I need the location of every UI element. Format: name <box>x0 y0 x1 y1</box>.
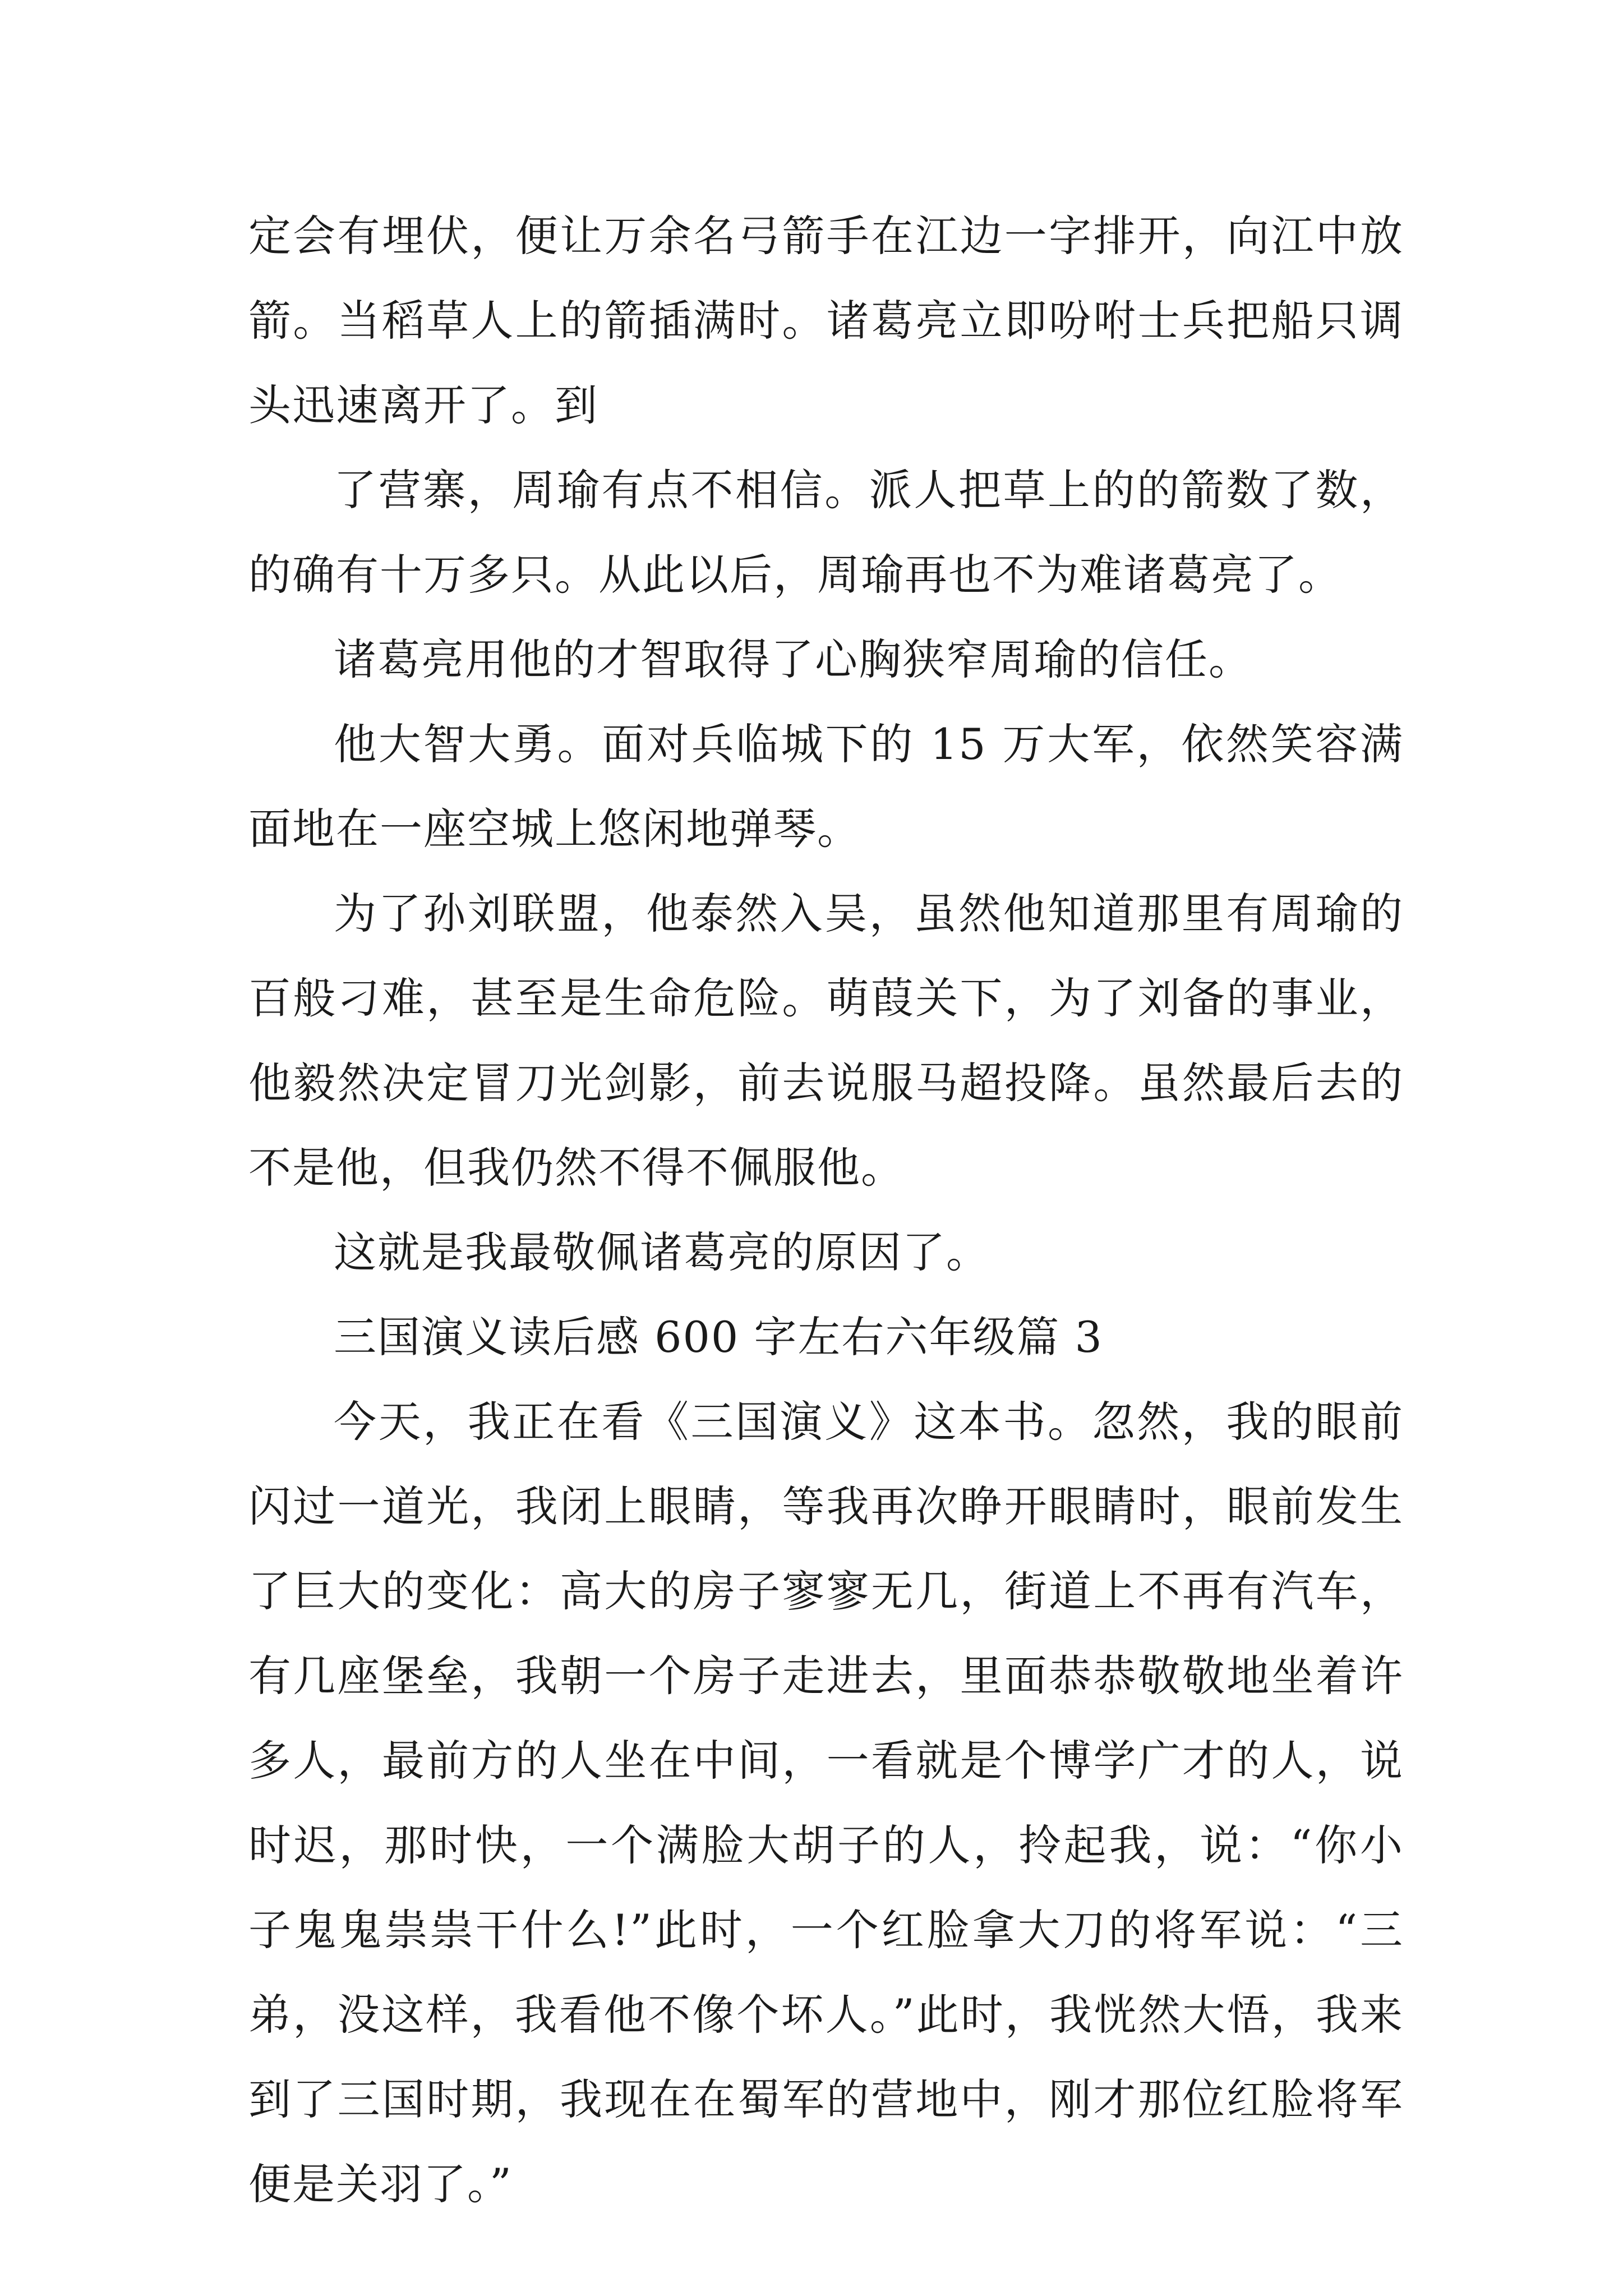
body-text <box>248 194 1404 2226</box>
paragraph-3: 诸葛亮用他的才智取得了心胸狭窄周瑜的信任。 <box>334 634 1252 684</box>
paragraph-4: 他大智大勇。面对兵临城下的 15 万大军，依然笑容满面地在一座空城上悠闲地弹琴。 <box>248 719 1404 854</box>
paragraph-1: 定会有埋伏，便让万余名弓箭手在江边一字排开，向江中放箭。当稻草人上的箭插满时。诸葛亮立即吩咐士兵把船只调头迅速离开了。到 <box>248 211 1404 430</box>
paragraph-8: 今天，我正在看《三国演义》这本书。忽然，我的眼前闪过一道光，我闭上眼睛，等我再次睁开眼睛时，眼前发生了巨大的变化：高大的房子寥寥无几，街道上不再有汽车，有几座堡垒，我朝一个房子走进去，里面恭恭敬敬地坐着许多人，最前方的人坐在中间，一看就是个博学广才的人，说时迟，那时快，一个满脸大胡子的人，拎起我，说：“你小子鬼鬼祟祟干什么!”此时，一个红脸拿大刀的将军说：“三弟，没这样，我看他不像个坏人。”此时，我恍然大悟，我来到了三国时期，我现在在蜀军的营地中，刚才那位红脸将军便是关羽了。” <box>248 1397 1404 2209</box>
section-heading: 三国演义读后感 600 字左右六年级篇 3 <box>334 1312 1103 1362</box>
paragraph-5: 为了孙刘联盟，他泰然入吴，虽然他知道那里有周瑜的百般刁难，甚至是生命危险。萌葭关下，为了刘备的事业，他毅然决定冒刀光剑影，前去说服马超投降。虽然最后去的不是他，但我仍然不得不佩服他。 <box>248 889 1404 1193</box>
paragraph-6: 这就是我最敬佩诸葛亮的原因了。 <box>334 1227 990 1277</box>
paragraph-2: 了营寨，周瑜有点不相信。派人把草上的的箭数了数，的确有十万多只。从此以后，周瑜再也不为难诸葛亮了。 <box>248 465 1404 600</box>
